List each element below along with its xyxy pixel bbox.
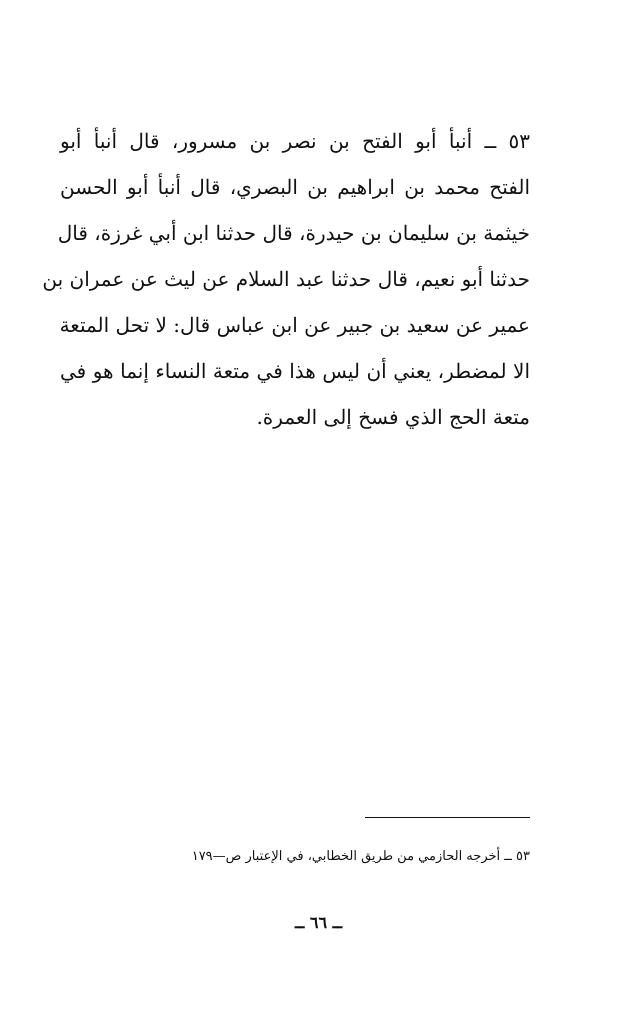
text-line: حدثنا أبو نعيم، قال حدثنا عبد السلام عن ليث عن عمران بن: [42, 267, 530, 291]
main-text-block: [42, 118, 530, 440]
page-number: ــ ٦٦ ــ: [294, 913, 343, 932]
text-line: ٥٣ ــ أنبأ أبو الفتح بن نصر بن مسرور، قال أنبأ أبو: [60, 129, 530, 153]
text-line: متعة الحج الذي فسخ إلى العمرة.: [256, 405, 530, 429]
footnote-separator: [365, 817, 530, 818]
footnote: ٥٣ ــ أخرجه الحازمي من طريق الخطابي، في الإعتبار ص—١٧٩: [191, 849, 530, 864]
text-line: خيثمة بن سليمان بن حيدرة، قال حدثنا ابن أبي غرزة، قال: [57, 221, 530, 245]
text-line: الفتح محمد بن ابراهيم بن البصري، قال أنبأ أبو الحسن: [60, 175, 530, 199]
text-line: عمير عن سعيد بن جبير عن ابن عباس قال: لا تحل المتعة: [59, 313, 530, 337]
text-line: الا لمضطر، يعني أن ليس هذا في متعة النساء إنما هو في: [60, 359, 530, 383]
